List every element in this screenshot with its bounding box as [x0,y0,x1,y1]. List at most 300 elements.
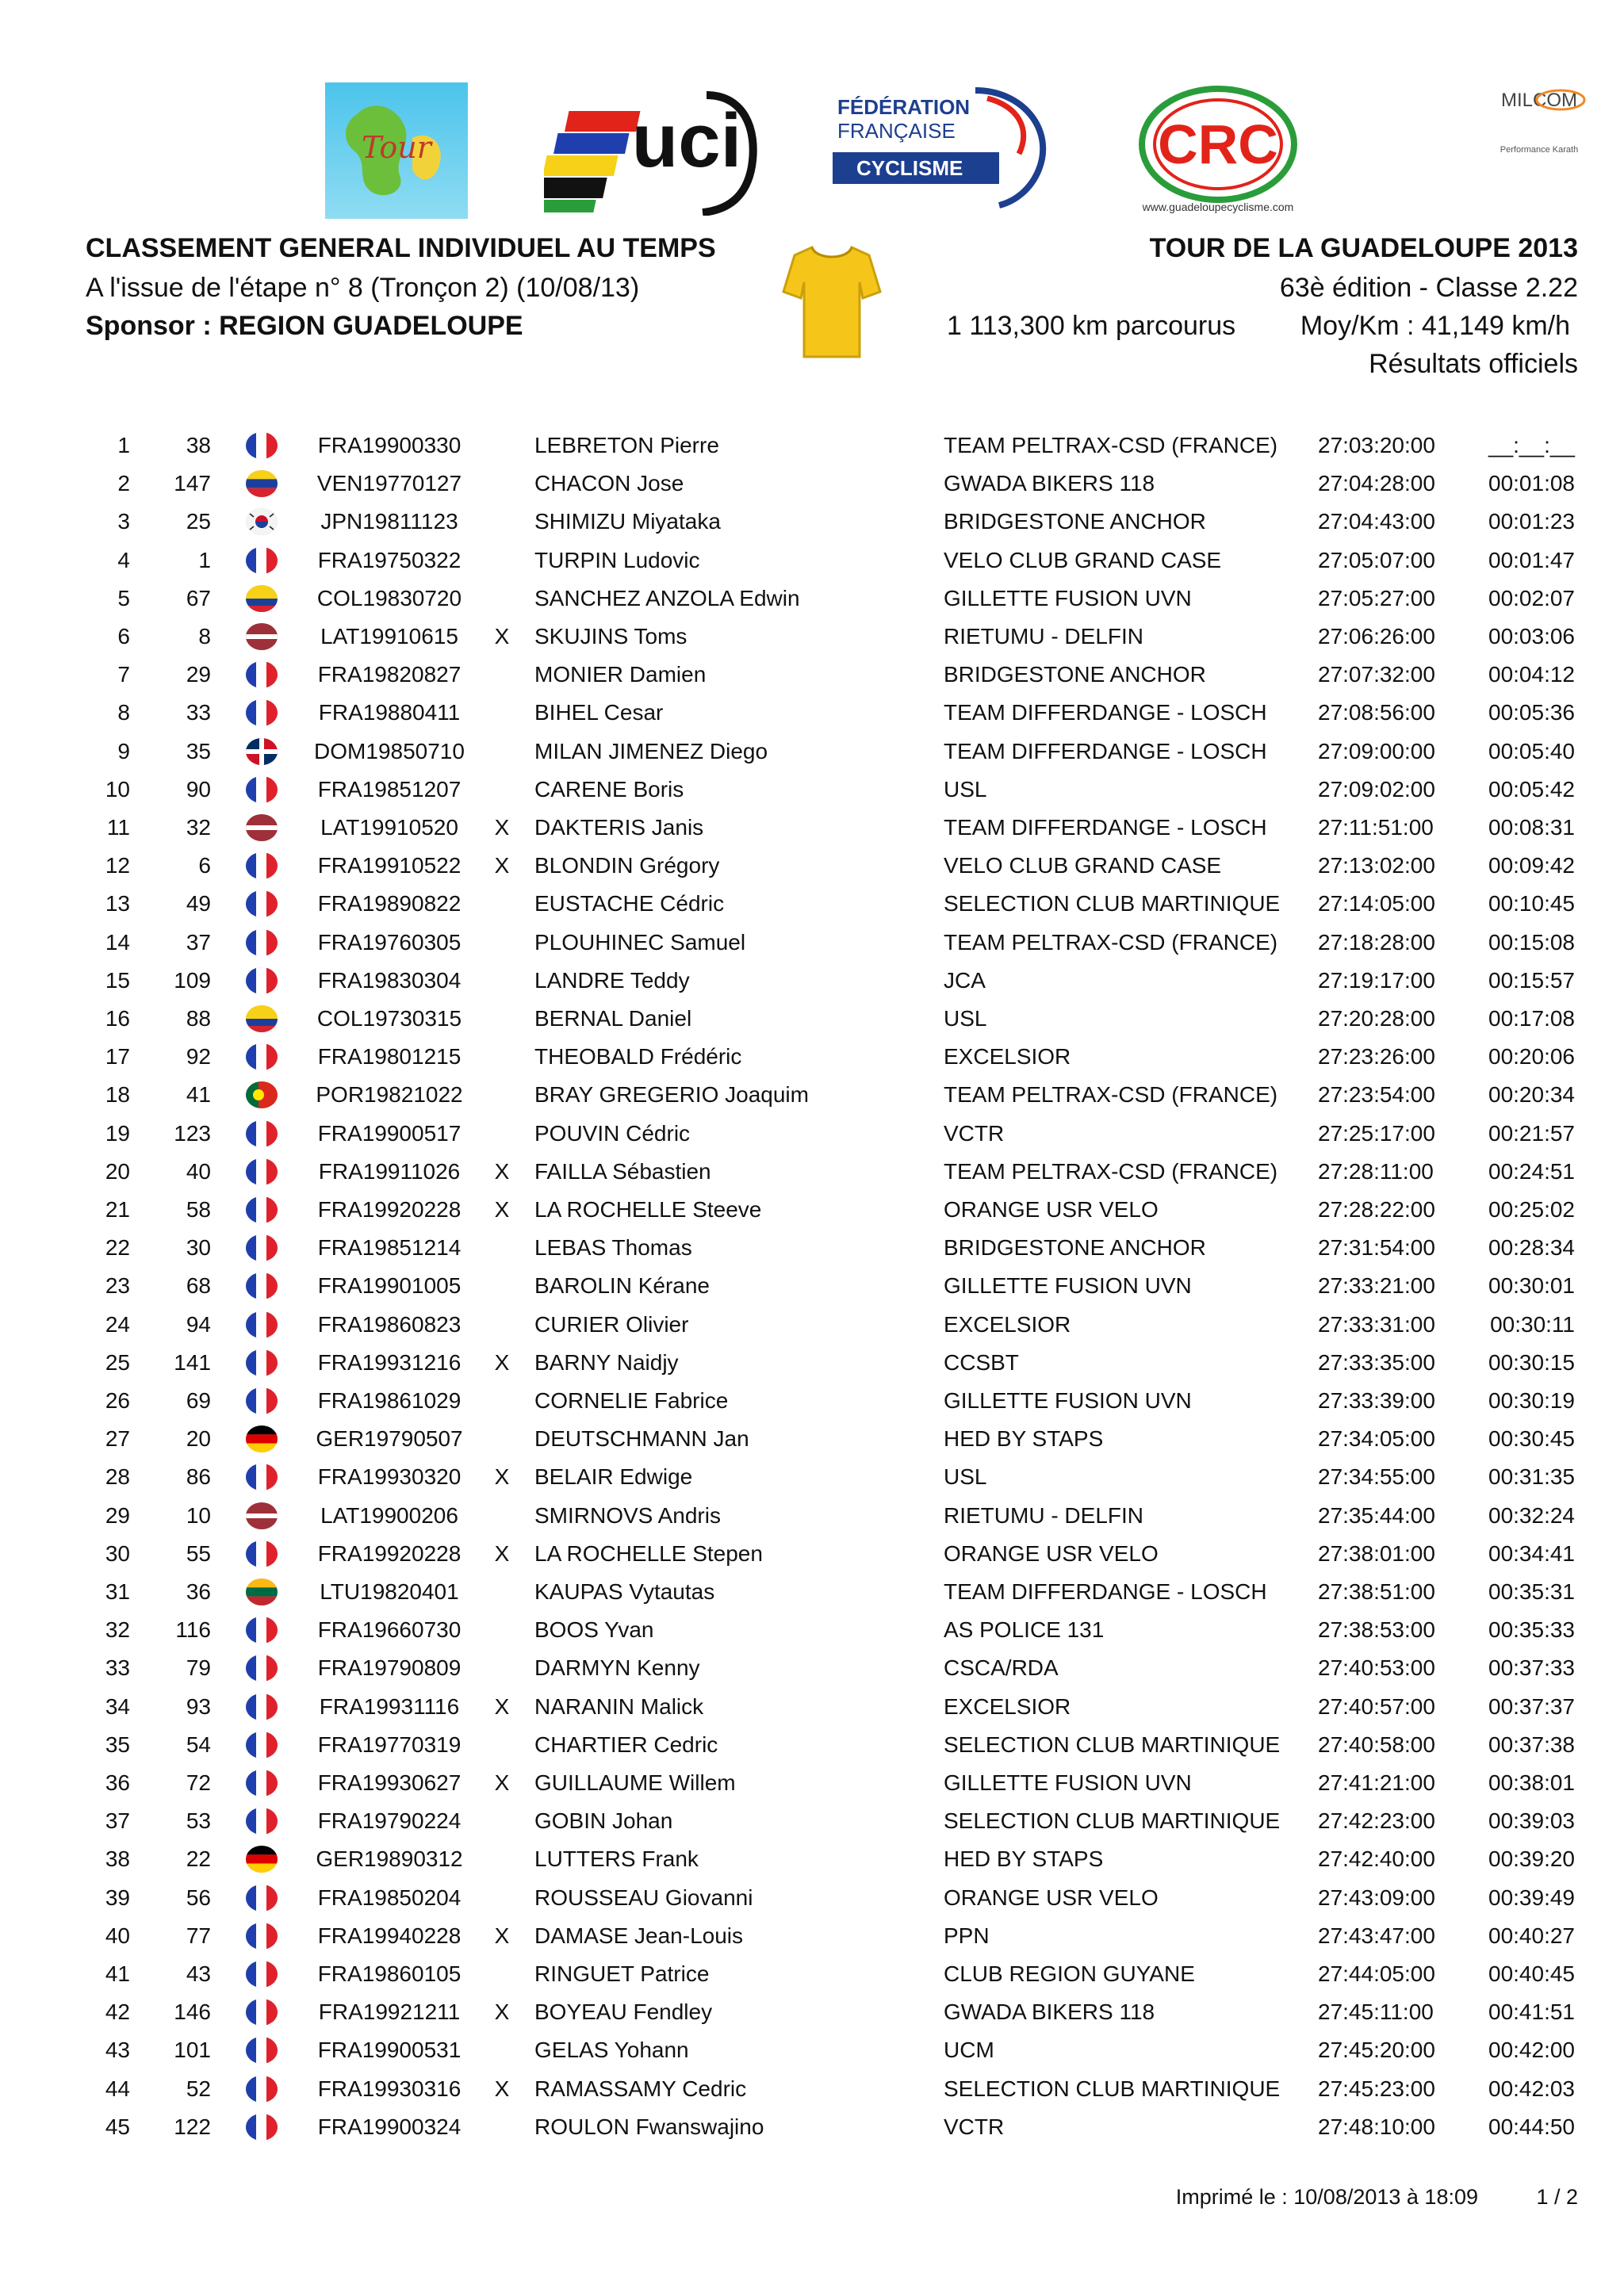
bib-cell: 88 [186,1006,211,1031]
team-cell: BRIDGESTONE ANCHOR [944,1235,1206,1261]
flag-fra-icon [246,2076,278,2103]
table-row [0,847,1624,885]
rider-code-cell: FRA19851207 [317,776,462,802]
espoir-mark-cell: X [494,624,510,649]
rider-code-cell: FRA19660730 [317,1617,462,1643]
flag-lat-icon [246,814,278,841]
bib-cell: 32 [186,815,211,840]
flag-lat-icon [246,1502,278,1529]
team-cell: HED BY STAPS [944,1426,1104,1452]
bib-cell: 54 [186,1732,211,1757]
time-cell: 27:45:11:00 [1318,1999,1434,2025]
table-row [0,1726,1624,1764]
flag-col-icon [246,1005,278,1032]
time-cell: 27:42:23:00 [1318,1808,1435,1834]
espoir-mark-cell: X [494,1349,510,1375]
flag-fra-icon [246,1693,278,1720]
comite-regional-cycliste-logo [1134,75,1302,219]
rider-name-cell: LEBAS Thomas [534,1235,692,1261]
bib-cell: 10 [186,1502,211,1528]
svg-text:MILCOM: MILCOM [1501,90,1577,111]
time-cell: 27:08:56:00 [1318,700,1435,725]
flag-fra-icon [246,1999,278,2026]
gap-cell: 00:38:01 [1488,1770,1575,1795]
gap-cell: 00:05:36 [1488,700,1575,725]
bib-cell: 40 [186,1158,211,1184]
rider-code-cell: GER19790507 [316,1426,463,1452]
gap-cell: 00:20:34 [1488,1082,1575,1108]
team-cell: SELECTION CLUB MARTINIQUE [944,891,1281,916]
rider-code-cell: FRA19931216 [317,1349,462,1375]
table-row [0,580,1624,618]
gap-cell: 00:15:57 [1488,967,1575,993]
bib-cell: 122 [174,2114,211,2139]
team-cell: CSCA/RDA [944,1655,1059,1681]
table-row [0,1573,1624,1611]
rider-name-cell: BARNY Naidjy [534,1349,679,1375]
time-cell: 27:09:00:00 [1318,738,1435,763]
gap-cell: 00:05:40 [1488,738,1575,763]
rider-name-cell: CHACON Jose [534,471,684,496]
team-cell: GILLETTE FUSION UVN [944,585,1192,610]
rank-cell: 19 [105,1120,130,1146]
svg-text:CYCLISME: CYCLISME [856,156,963,180]
table-row [0,2108,1624,2146]
table-row [0,809,1624,847]
gap-cell: 00:15:08 [1488,929,1575,955]
team-cell: USL [944,1006,987,1031]
bib-cell: 37 [186,929,211,955]
rider-code-cell: FRA19920228 [317,1197,462,1222]
rank-cell: 37 [105,1808,130,1834]
table-row [0,1076,1624,1114]
gap-cell: 00:42:00 [1488,2038,1575,2063]
rank-cell: 11 [106,815,130,840]
time-cell: 27:45:20:00 [1318,2038,1435,2063]
table-row [0,656,1624,694]
rider-code-cell: FRA19750322 [317,547,462,572]
espoir-mark-cell: X [494,1158,510,1184]
flag-fra-icon [246,1808,278,1835]
table-row [0,1802,1624,1840]
flag-lat-icon [246,623,278,650]
time-cell: 27:34:55:00 [1318,1464,1435,1490]
rider-code-cell: FRA19900531 [317,2038,462,2063]
team-cell: SELECTION CLUB MARTINIQUE [944,1732,1281,1757]
gap-cell: 00:01:23 [1488,509,1575,534]
distance: 1 113,300 km parcourus [947,311,1236,341]
table-row [0,427,1624,465]
gap-cell: 00:32:24 [1488,1502,1575,1528]
gap-cell: 00:37:33 [1488,1655,1575,1681]
time-cell: 27:33:31:00 [1318,1311,1435,1337]
bib-cell: 68 [186,1273,211,1299]
rider-name-cell: CURIER Olivier [534,1311,689,1337]
gap-cell: 00:17:08 [1488,1006,1575,1031]
milcom-logo [1488,82,1591,170]
rank-cell: 43 [105,2038,130,2063]
team-cell: EXCELSIOR [944,1311,1071,1337]
rider-code-cell: FRA19930320 [317,1464,462,1490]
svg-text:uci: uci [631,98,742,183]
gap-cell: 00:39:03 [1488,1808,1575,1834]
espoir-mark-cell: X [494,1197,510,1222]
rider-name-cell: GELAS Yohann [534,2038,689,2063]
rank-cell: 6 [117,624,130,649]
rider-code-cell: FRA19790224 [317,1808,462,1834]
time-cell: 27:44:05:00 [1318,1961,1435,1986]
bib-cell: 58 [186,1197,211,1222]
gap-cell: 00:21:57 [1488,1120,1575,1146]
rider-code-cell: LTU19820401 [320,1579,459,1604]
time-cell: 27:09:02:00 [1318,776,1435,802]
time-cell: 27:45:23:00 [1318,2076,1435,2101]
gap-cell: 00:37:37 [1488,1693,1575,1719]
gap-cell: 00:01:08 [1488,471,1575,496]
table-row [0,694,1624,732]
rank-cell: 35 [105,1732,130,1757]
rider-code-cell: COL19830720 [316,585,462,610]
rank-cell: 26 [105,1388,130,1413]
flag-fra-icon [246,1234,278,1261]
bib-cell: 56 [186,1885,211,1910]
rider-name-cell: MONIER Damien [534,662,707,687]
rider-name-cell: LUTTERS Frank [534,1846,699,1872]
flag-fra-icon [246,1158,278,1185]
gap-cell: 00:35:33 [1488,1617,1575,1643]
rider-name-cell: CHARTIER Cedric [534,1732,718,1757]
bib-cell: 67 [186,585,211,610]
rider-name-cell: EUSTACHE Cédric [534,891,725,916]
rank-cell: 13 [105,891,130,916]
team-cell: TEAM PELTRAX-CSD (FRANCE) [944,929,1278,955]
bib-cell: 101 [174,2038,211,2063]
rider-code-cell: COL19730315 [316,1006,462,1031]
svg-text:www.guadeloupecyclisme.com: www.guadeloupecyclisme.com [1142,201,1294,213]
rider-name-cell: DAKTERIS Janis [534,815,704,840]
bib-cell: 92 [186,1044,211,1070]
bib-cell: 36 [186,1579,211,1604]
espoir-mark-cell: X [494,1464,510,1490]
team-cell: UCM [944,2038,994,2063]
rank-cell: 17 [105,1044,130,1070]
rider-name-cell: RAMASSAMY Cedric [534,2076,747,2101]
team-cell: PPN [944,1923,990,1948]
bib-cell: 1 [198,547,211,572]
bib-cell: 6 [198,853,211,878]
rider-name-cell: KAUPAS Vytautas [534,1579,715,1604]
rank-cell: 27 [105,1426,130,1452]
bib-cell: 29 [186,662,211,687]
rider-code-cell: FRA19900517 [317,1120,462,1146]
espoir-mark-cell: X [494,1999,510,2025]
team-cell: GILLETTE FUSION UVN [944,1770,1192,1795]
gap-cell: 00:30:01 [1488,1273,1575,1299]
rider-name-cell: LA ROCHELLE Stepen [534,1540,763,1566]
team-cell: GWADA BIKERS 118 [944,471,1155,496]
team-cell: VCTR [944,2114,1005,2139]
rider-name-cell: ROUSSEAU Giovanni [534,1885,753,1910]
bib-cell: 49 [186,891,211,916]
time-cell: 27:40:53:00 [1318,1655,1435,1681]
team-cell: EXCELSIOR [944,1693,1071,1719]
time-cell: 27:04:28:00 [1318,471,1435,496]
rider-name-cell: GOBIN Johan [534,1808,673,1834]
table-row [0,465,1624,503]
rider-name-cell: THEOBALD Frédéric [534,1044,742,1070]
rider-code-cell: POR19821022 [316,1082,463,1108]
bib-cell: 86 [186,1464,211,1490]
rank-cell: 21 [105,1197,130,1222]
time-cell: 27:23:54:00 [1318,1082,1435,1108]
time-cell: 27:35:44:00 [1318,1502,1435,1528]
gap-cell: 00:30:15 [1488,1349,1575,1375]
average-speed: Moy/Km : 41,149 km/h [1300,311,1570,341]
rider-code-cell: FRA19900330 [317,433,462,457]
flag-ger-icon [246,1846,278,1873]
gap-cell: 00:35:31 [1488,1579,1575,1604]
rider-code-cell: FRA19930316 [317,2076,462,2101]
team-cell: AS POLICE 131 [944,1617,1105,1643]
rider-code-cell: FRA19910522 [317,853,462,878]
rider-code-cell: FRA19920228 [317,1540,462,1566]
rank-cell: 42 [105,1999,130,2025]
table-row [0,503,1624,541]
bib-cell: 93 [186,1693,211,1719]
rider-name-cell: MILAN JIMENEZ Diego [534,738,768,763]
rank-cell: 15 [105,967,130,993]
rider-code-cell: FRA19890822 [317,891,462,916]
table-row [0,618,1624,656]
team-cell: RIETUMU - DELFIN [944,624,1143,649]
rank-cell: 38 [105,1846,130,1872]
rider-name-cell: SANCHEZ ANZOLA Edwin [534,585,800,610]
bib-cell: 8 [198,624,211,649]
team-cell: BRIDGESTONE ANCHOR [944,509,1206,534]
table-row [0,1497,1624,1535]
bib-cell: 33 [186,700,211,725]
flag-fra-icon [246,967,278,994]
team-cell: VELO CLUB GRAND CASE [944,853,1222,878]
rider-name-cell: DARMYN Kenny [534,1655,700,1681]
gap-cell: 00:03:06 [1488,624,1575,649]
rider-name-cell: BIHEL Cesar [534,700,664,725]
flag-fra-icon [246,1540,278,1567]
stage-info: A l'issue de l'étape n° 8 (Tronçon 2) (10/08/13) [86,273,640,303]
rider-code-cell: FRA19860823 [317,1311,462,1337]
rider-name-cell: LEBRETON Pierre [534,433,719,457]
table-row [0,1344,1624,1382]
table-row [0,962,1624,1000]
time-cell: 27:33:39:00 [1318,1388,1435,1413]
bib-cell: 90 [186,776,211,802]
rank-cell: 4 [117,547,130,572]
rider-name-cell: CORNELIE Fabrice [534,1388,729,1413]
team-cell: TEAM PELTRAX-CSD (FRANCE) [944,1082,1278,1108]
classement-title: CLASSEMENT GENERAL INDIVIDUEL AU TEMPS [86,233,716,263]
flag-fra-icon [246,1770,278,1797]
rider-name-cell: FAILLA Sébastien [534,1158,711,1184]
team-cell: ORANGE USR VELO [944,1540,1159,1566]
race-title: TOUR DE LA GUADELOUPE 2013 [1149,233,1578,263]
rider-code-cell: FRA19830304 [317,967,462,993]
time-cell: 27:11:51:00 [1318,815,1434,840]
rider-name-cell: BRAY GREGERIO Joaquim [534,1082,809,1108]
flag-fra-icon [246,776,278,803]
bib-cell: 109 [174,967,211,993]
table-row [0,733,1624,771]
rank-cell: 12 [105,853,130,878]
team-cell: TEAM DIFFERDANGE - LOSCH [944,815,1267,840]
time-cell: 27:40:58:00 [1318,1732,1435,1757]
bib-cell: 52 [186,2076,211,2101]
gap-cell: 00:09:42 [1488,853,1575,878]
time-cell: 27:48:10:00 [1318,2114,1435,2139]
bib-cell: 55 [186,1540,211,1566]
rider-code-cell: LAT19900206 [320,1502,458,1528]
table-row [0,1688,1624,1726]
flag-fra-icon [246,852,278,879]
rider-code-cell: FRA19851214 [317,1235,462,1261]
rider-name-cell: LA ROCHELLE Steeve [534,1197,762,1222]
bib-cell: 30 [186,1235,211,1261]
rider-code-cell: VEN19770127 [316,471,462,496]
rank-cell: 24 [105,1311,130,1337]
espoir-mark-cell: X [494,2076,510,2101]
gap-cell: 00:05:42 [1488,776,1575,802]
time-cell: 27:06:26:00 [1318,624,1435,649]
gap-cell: 00:20:06 [1488,1044,1575,1070]
team-cell: TEAM DIFFERDANGE - LOSCH [944,1579,1267,1604]
table-row [0,1955,1624,1993]
bib-cell: 94 [186,1311,211,1337]
team-cell: ORANGE USR VELO [944,1885,1159,1910]
rank-cell: 33 [105,1655,130,1681]
team-cell: VELO CLUB GRAND CASE [944,547,1222,572]
gap-cell: 00:40:45 [1488,1961,1575,1986]
flag-fra-icon [246,1196,278,1223]
team-cell: RIETUMU - DELFIN [944,1502,1143,1528]
bib-cell: 77 [186,1923,211,1948]
gap-cell: 00:39:49 [1488,1885,1575,1910]
espoir-mark-cell: X [494,815,510,840]
svg-text:FRANÇAISE: FRANÇAISE [837,119,956,143]
rank-cell: 40 [105,1923,130,1948]
bib-cell: 20 [186,1426,211,1452]
table-row [0,1840,1624,1878]
time-cell: 27:07:32:00 [1318,662,1435,687]
rank-cell: 29 [105,1502,130,1528]
sponsor: Sponsor : REGION GUADELOUPE [86,311,523,341]
table-row [0,1191,1624,1229]
rank-cell: 7 [117,662,130,687]
gap-cell: 00:34:41 [1488,1540,1575,1566]
time-cell: 27:28:22:00 [1318,1197,1435,1222]
printed-date: Imprimé le : 10/08/2013 à 18:09 [1175,2185,1478,2209]
flag-fra-icon [246,432,278,459]
gap-cell: 00:44:50 [1488,2114,1575,2139]
flag-fra-icon [246,1961,278,1988]
rank-cell: 20 [105,1158,130,1184]
flag-fra-icon [246,2114,278,2141]
rank-cell: 18 [105,1082,130,1108]
time-cell: 27:40:57:00 [1318,1693,1435,1719]
flag-ger-icon [246,1425,278,1452]
rider-name-cell: RINGUET Patrice [534,1961,710,1986]
time-cell: 27:43:09:00 [1318,1885,1435,1910]
bib-cell: 116 [175,1617,211,1643]
time-cell: 27:25:17:00 [1318,1120,1435,1146]
table-row [0,1764,1624,1802]
time-cell: 27:05:07:00 [1318,547,1435,572]
team-cell: USL [944,1464,987,1490]
page-number: 1 / 2 [1536,2185,1578,2209]
rank-cell: 3 [117,509,130,534]
bib-cell: 25 [186,509,211,534]
time-cell: 27:38:51:00 [1318,1579,1435,1604]
flag-fra-icon [246,1617,278,1644]
team-cell: EXCELSIOR [944,1044,1071,1070]
rank-cell: 2 [117,471,130,496]
time-cell: 27:03:20:00 [1318,433,1435,457]
rank-cell: 44 [105,2076,130,2101]
time-cell: 27:14:05:00 [1318,891,1435,916]
table-row [0,1993,1624,2031]
espoir-mark-cell: X [494,1770,510,1795]
table-row [0,1917,1624,1955]
rank-cell: 30 [105,1540,130,1566]
rider-code-cell: LAT19910615 [320,624,458,649]
svg-text:FÉDÉRATION: FÉDÉRATION [837,95,971,119]
rider-code-cell: FRA19921211 [318,1999,461,2025]
bib-cell: 147 [174,471,211,496]
rank-cell: 16 [105,1006,130,1031]
federation-francaise-cyclisme-logo [833,82,1071,209]
bib-cell: 53 [186,1808,211,1834]
rank-cell: 32 [105,1617,130,1643]
team-cell: TEAM PELTRAX-CSD (FRANCE) [944,1158,1278,1184]
rider-name-cell: LANDRE Teddy [534,967,690,993]
time-cell: 27:38:01:00 [1318,1540,1435,1566]
table-row [0,1535,1624,1573]
table-row [0,1038,1624,1076]
gap-cell: 00:30:19 [1488,1388,1575,1413]
bib-cell: 123 [174,1120,211,1146]
rider-name-cell: GUILLAUME Willem [534,1770,736,1795]
rider-code-cell: JPN19811123 [320,509,458,534]
team-cell: TEAM DIFFERDANGE - LOSCH [944,700,1267,725]
table-row [0,1458,1624,1496]
yellow-jersey-icon [780,243,883,362]
gap-cell: 00:04:12 [1488,662,1575,687]
espoir-mark-cell: X [494,1693,510,1719]
flag-fra-icon [246,1732,278,1758]
flag-fra-icon [246,1387,278,1414]
flag-fra-icon [246,1923,278,1950]
bib-cell: 79 [186,1655,211,1681]
gap-cell: 00:31:35 [1488,1464,1575,1490]
table-row [0,1115,1624,1153]
time-cell: 27:13:02:00 [1318,853,1435,878]
rider-code-cell: FRA19850204 [317,1885,462,1910]
flag-fra-icon [246,2037,278,2064]
bib-cell: 22 [186,1846,211,1872]
table-row [0,1229,1624,1267]
rank-cell: 14 [105,929,130,955]
rank-cell: 1 [117,433,130,457]
bib-cell: 41 [186,1082,211,1108]
rider-code-cell: FRA19931116 [319,1693,460,1719]
